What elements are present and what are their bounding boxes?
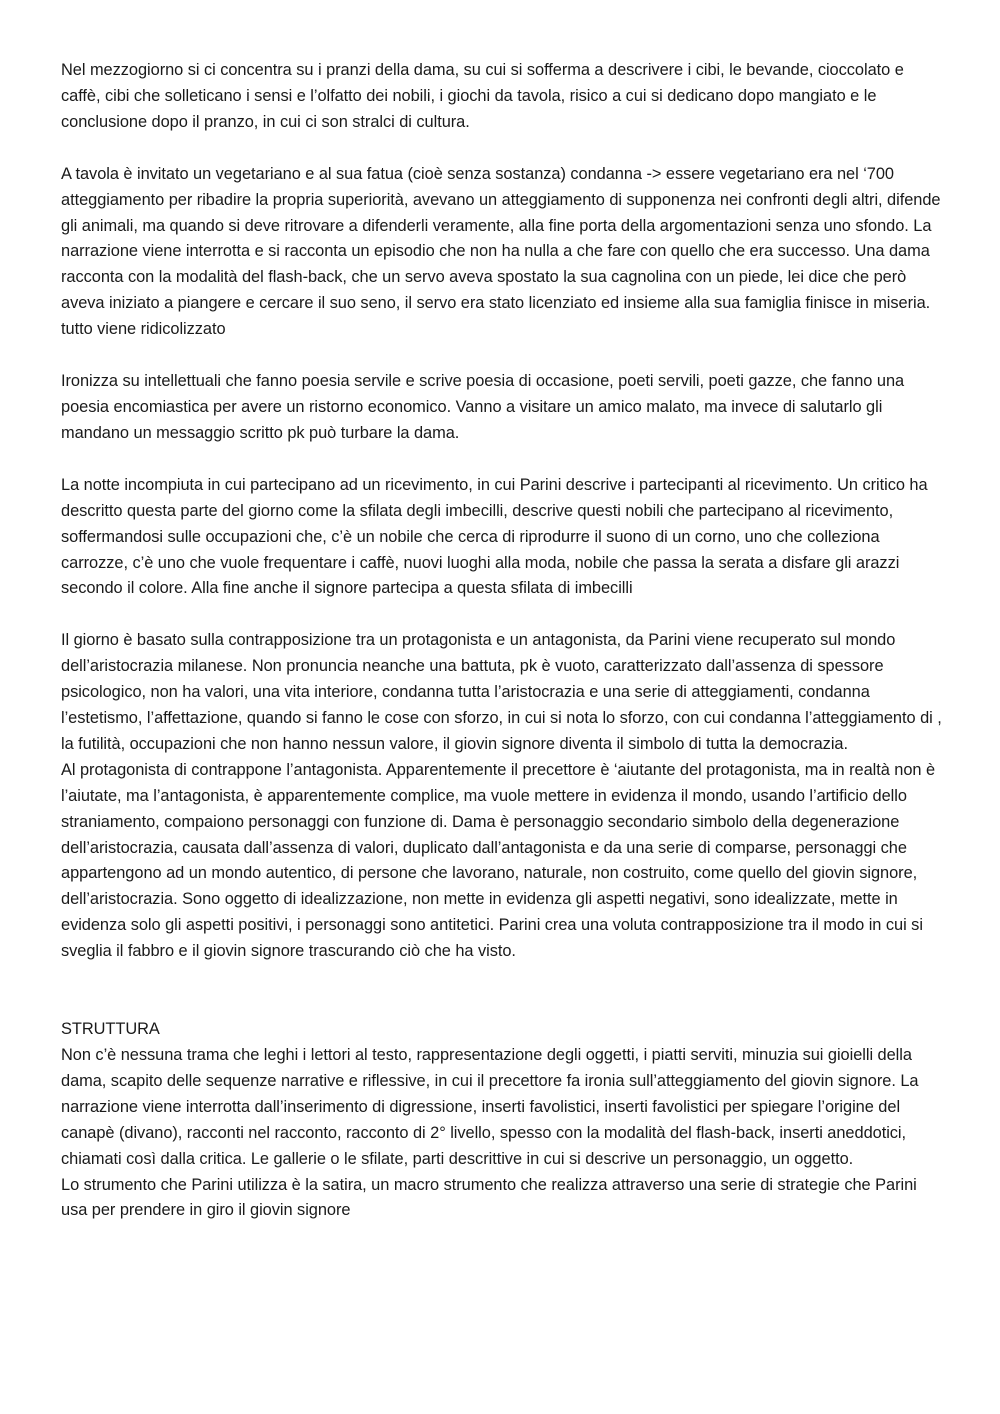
paragraph-antagonista: Al protagonista di contrappone l’antagonista. Apparentemente il precettore è ‘aiutante del protagonista, ma in realtà non è l’aiutate, ma l’antagonista, è apparentemente complice, ma vuole mettere in evidenza il mondo, usando l’artificio dello straniamento, compaiono personaggi con funzione di. Dama è personaggio secondario simbolo della degenerazione dell’aristocrazia, causata dall’assenza di valori, duplicato dall’antagonista e da una serie di comparse, personaggi che appartengono ad un mondo autentico, di persone che lavorano, naturale, non costruito, come quello del giovin signore, dell’aristocrazia. Sono oggetto di idealizzazione, non mette in evidenza gli aspetti negativi, sono idealizzate, mette in evidenza solo gli aspetti positivi, i personaggi sono antitetici. Parini crea una voluta contrapposizione tra il modo in cui si sveglia il fabbro e il giovin signore trascurando ciò che ha visto. xyxy=(61,760,936,961)
paragraph-struttura-satira: Lo strumento che Parini utilizza è la satira, un macro strumento che realizza attraverso una serie di strategie che Parini usa per prendere in giro il giovin signore xyxy=(61,1175,917,1220)
paragraph-struttura-trama: Non c’è nessuna trama che leghi i lettori al testo, rappresentazione degli oggetti, i piatti serviti, minuzia sui gioielli della dama, scapito delle sequenze narrative e riflessive, in cui il precettore fa ironia sull’atteggiamento del giovin signore. La narrazione viene interrotta dall’inserimento di digressione, inserti favolistici, inserti favolistici per spiegare l’origine del canapè (divano), racconti nel racconto, racconto di 2° livello, spesso con la modalità del flash-back, inserti aneddotici, chiamati così dalla critica. Le gallerie o le sfilate, parti descrittive in cui si descrive un personaggio, un oggetto. xyxy=(61,1046,919,1168)
section-spacer xyxy=(61,965,943,1017)
section-heading: STRUTTURA xyxy=(61,1020,160,1039)
paragraph-notte: La notte incompiuta in cui partecipano ad un ricevimento, in cui Parini descrive i partecipanti al ricevimento. Un critico ha descritto questa parte del giorno come la sfilata degli imbecilli, descrive questi nobili che partecipano al ricevimento, soffermandosi sulle occupazioni che, c’è un nobile che cerca di riprodurre il suono di un corno, uno che colleziona carrozze, c’è uno che vuole frequentare i caffè, nuovi luoghi alla moda, nobile che passa la serata a disfare gli arazzi secondo il colore. Alla fine anche il signore partecipa a questa sfilata di imbecilli xyxy=(61,475,928,598)
paragraph-contrapposizione: Il giorno è basato sulla contrapposizione tra un protagonista e un antagonista, da Parini viene recuperato sul mondo dell’aristocrazia milanese. Non pronuncia neanche una battuta, pk è vuoto, caratterizzato dall’assenza di spessore psicologico, non ha valori, una vita interiore, condanna tutta l’aristocrazia e una serie di atteggiamenti, condanna l’estetismo, l’affettazione, quando si fanno le cose con sforzo, in cui si nota lo sforzo, con cui condanna l’atteggiamento di , la futilità, occupazioni che non hanno nessun valore, il giovin signore diventa il simbolo di tutta la democrazia. xyxy=(61,631,942,753)
paragraph-poesia-servile: Ironizza su intellettuali che fanno poesia servile e scrive poesia di occasione, poeti servili, poeti gazze, che fanno una poesia encomiastica per avere un ristorno economico. Vanno a visitare un amico malato, ma invece di salutarlo gli mandano un messaggio scritto pk può turbare la dama. xyxy=(61,372,905,442)
paragraph-mezzogiorno: Nel mezzogiorno si ci concentra su i pranzi della dama, su cui si sofferma a descrivere i cibi, le bevande, cioccolato e caffè, cibi che solleticano i sensi e l’olfatto dei nobili, i giochi da tavola, risico a cui si dedicano dopo mangiato e le conclusione dopo il pranzo, in cui ci son stralci di cultura. xyxy=(61,61,904,131)
paragraph-vegetariano: A tavola è invitato un vegetariano e al sua fatua (cioè senza sostanza) condanna -> essere vegetariano era nel ‘700 atteggiamento per ribadire la propria superiorità, avevano un atteggiamento di supponenza nei confronti degli altri, difende gli animali, ma quando si deve ritrovare a difenderli veramente, alla fine porta della argomentazioni senza uno sfondo. La narrazione viene interrotta e si racconta un episodio che non ha nulla a che fare con quello che era successo. Una dama racconta con la modalità del flash-back, che un servo aveva spostato la sua cagnolina con un piede, lei dice che però aveva iniziato a piangere e cercare il suo seno, il servo era stato licenziato ed insieme alla sua famiglia finisce in miseria. tutto viene ridicolizzato xyxy=(61,164,941,339)
document-page xyxy=(61,58,943,1224)
